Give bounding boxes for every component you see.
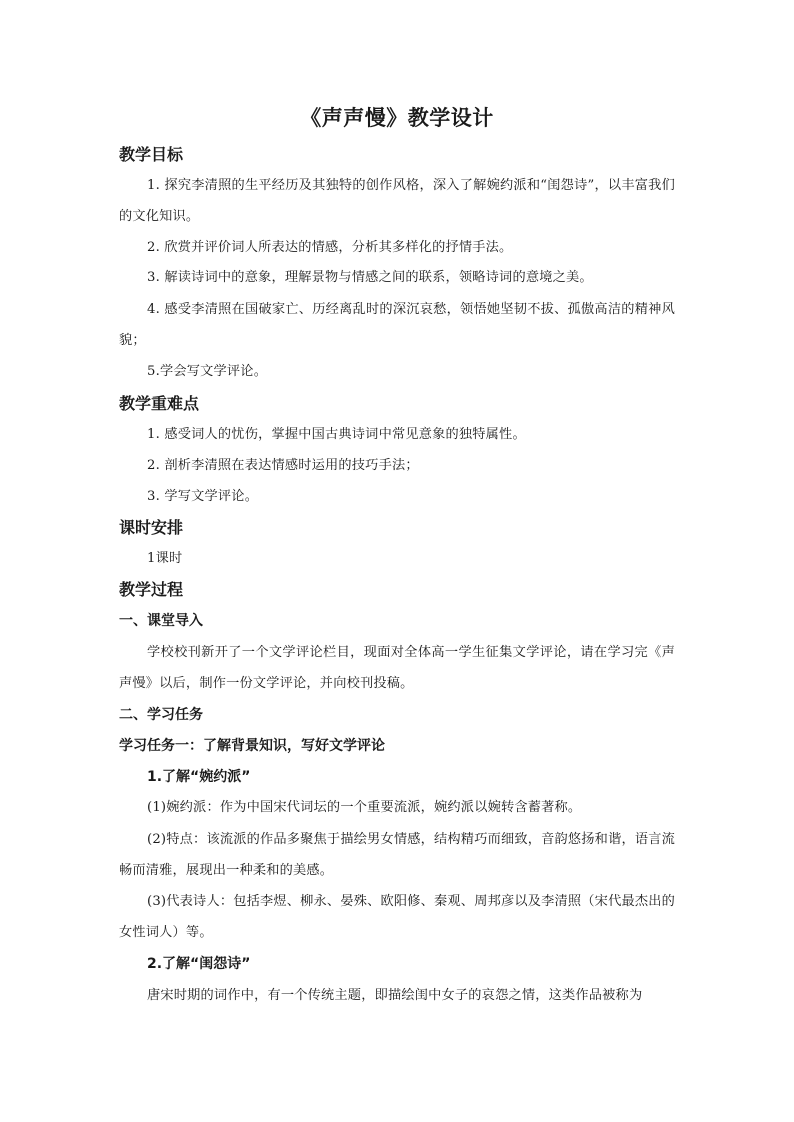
sub1-heading: 1.了解“婉约派” bbox=[147, 769, 251, 785]
goal-item-5: 5.学会写文学评论。 bbox=[147, 364, 268, 379]
sub2-heading: 2.了解“闺怨诗” bbox=[147, 956, 251, 972]
sub1-item-2: (2)特点：该流派的作品多聚焦于描绘男女情感，结构精巧而细致，音韵悠扬和谐，语言流畅而清雅，展现出一种柔和的美感。 bbox=[119, 832, 676, 878]
section-heading-schedule: 课时安排 bbox=[119, 518, 184, 537]
section-heading-key-points: 教学重难点 bbox=[119, 394, 200, 413]
goal-item-4: 4. 感受李清照在国破家亡、历经离乱时的深沉哀愁，领悟她坚韧不拔、孤傲高洁的精神风貌； bbox=[119, 302, 675, 348]
key-item-2: 2. 剖析李清照在表达情感时运用的技巧手法； bbox=[147, 458, 419, 473]
subheading-tasks: 二、学习任务 bbox=[119, 707, 203, 723]
key-item-3: 3. 学写文学评论。 bbox=[147, 489, 259, 504]
goal-item-2: 2. 欣赏并评价词人所表达的情感，分析其多样化的抒情手法。 bbox=[147, 240, 513, 255]
intro-paragraph: 学校校刊新开了一个文学评论栏目，现面对全体高一学生征集文学评论，请在学习完《声声慢》以后，制作一份文学评论，并向校刊投稿。 bbox=[119, 645, 675, 691]
schedule-text: 1课时 bbox=[147, 551, 183, 566]
sub2-paragraph: 唐宋时期的词作中，有一个传统主题，即描绘闺中女子的哀怨之情，这类作品被称为 bbox=[147, 988, 643, 1003]
subheading-intro: 一、课堂导入 bbox=[119, 613, 203, 629]
task1-heading: 学习任务一：了解背景知识，写好文学评论 bbox=[119, 738, 385, 754]
goal-item-1: 1. 探究李清照的生平经历及其独特的创作风格，深入了解婉约派和“闺怨诗”，以丰富我们的文化知识。 bbox=[119, 178, 675, 224]
key-item-1: 1. 感受词人的忧伤，掌握中国古典诗词中常见意象的独特属性。 bbox=[147, 427, 526, 442]
section-heading-goals: 教学目标 bbox=[119, 145, 184, 164]
document-title: 《声声慢》教学设计 bbox=[300, 106, 494, 130]
section-heading-process: 教学过程 bbox=[119, 580, 184, 599]
goal-item-3: 3. 解读诗词中的意象，理解景物与情感之间的联系，领略诗词的意境之美。 bbox=[147, 270, 593, 285]
sub1-item-1: (1)婉约派：作为中国宋代词坛的一个重要流派，婉约派以婉转含蓄著称。 bbox=[147, 800, 582, 815]
sub1-item-3: (3)代表诗人：包括李煜、柳永、晏殊、欧阳修、秦观、周邦彦以及李清照（宋代最杰出的女性词人）等。 bbox=[119, 894, 676, 940]
